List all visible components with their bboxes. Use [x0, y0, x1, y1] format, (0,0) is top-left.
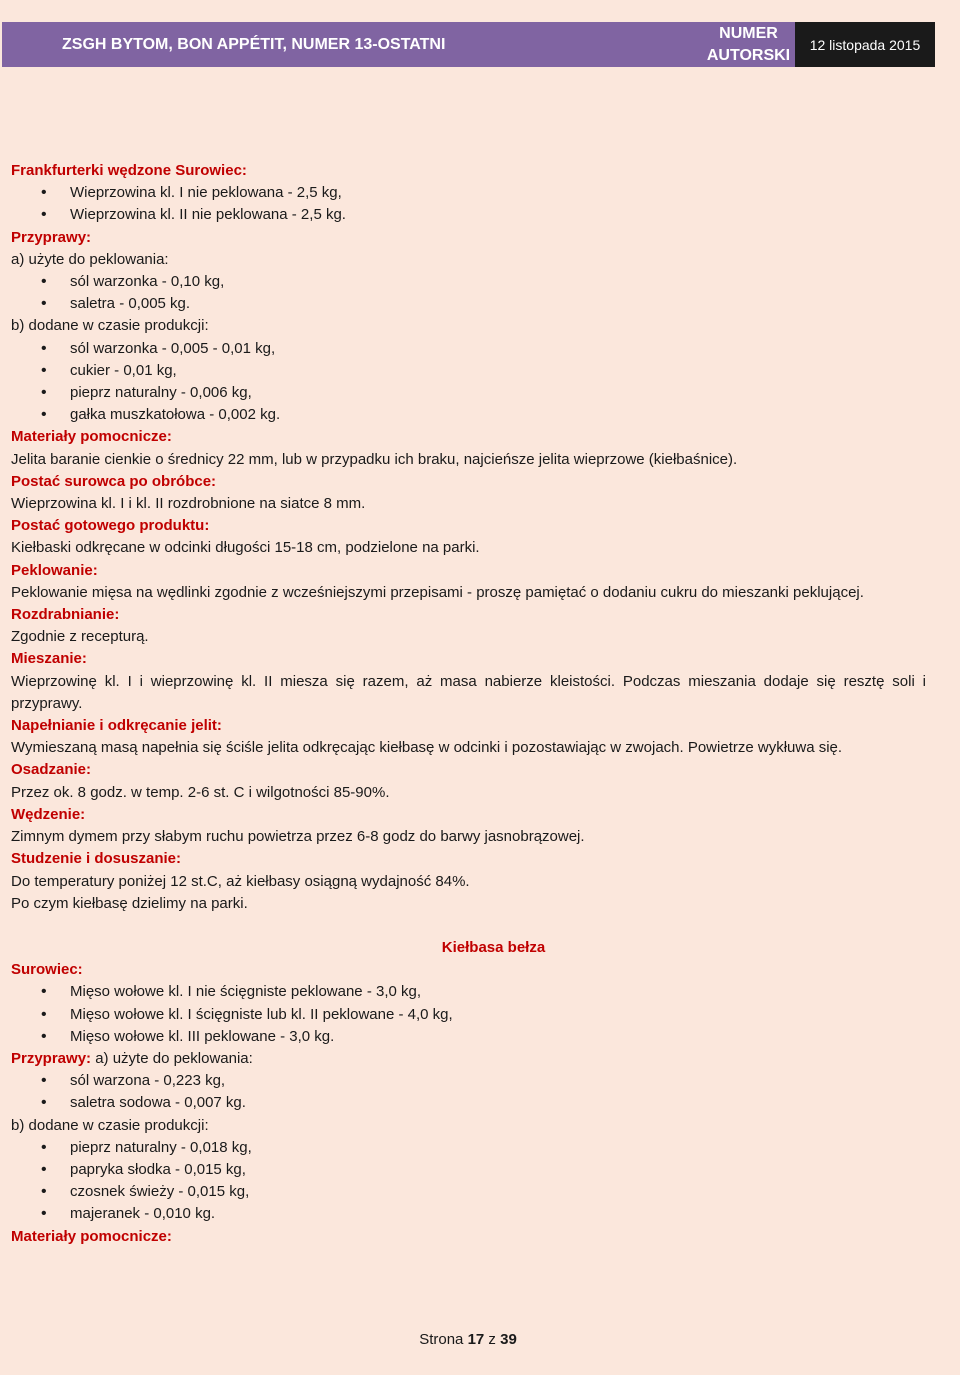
footer-page-total: 39 — [500, 1331, 517, 1348]
recipe1-b-label: b) dodane w czasie produkcji: — [11, 317, 209, 335]
list-item: • sól warzona - 0,223 kg, — [11, 1070, 926, 1092]
list-item: • Mięso wołowe kl. III peklowane - 3,0 kg. — [11, 1026, 926, 1048]
recipe2-title: Kiełbasa bełza — [441, 938, 546, 956]
header-edition — [702, 22, 795, 67]
recipe1-a-list — [11, 271, 926, 315]
recipe1-rozdrabnianie-label: Rozdrabnianie: — [11, 606, 120, 624]
recipe2-a-list — [11, 1070, 926, 1114]
list-item: • sól warzonka - 0,10 kg, — [11, 271, 926, 293]
footer-prefix: Strona — [419, 1331, 468, 1348]
recipe1-studzenie-text: Do temperatury poniżej 12 st.C, aż kiełbasy osiągną wydajność 84%. — [11, 872, 470, 890]
list-item: • czosnek świeży - 0,015 kg, — [11, 1181, 926, 1203]
recipe2-materialy-label: Materiały pomocnicze: — [11, 1227, 172, 1245]
recipe1-przyprawy-label: Przyprawy: — [11, 228, 92, 246]
recipe1-postac-produktu-text: Kiełbaski odkręcane w odcinki długości 15-18 cm, podzielone na parki. — [11, 539, 480, 557]
recipe1-wedzenie-label: Wędzenie: — [11, 805, 86, 823]
recipe2-b-label: b) dodane w czasie produkcji: — [11, 1116, 209, 1134]
list-item: • pieprz naturalny - 0,018 kg, — [11, 1137, 926, 1159]
header-title: ZSGH BYTOM, BON APPÉTIT, NUMER 13-OSTATNI — [2, 22, 702, 67]
recipe1-surowiec-list — [11, 182, 926, 226]
recipe1-peklowanie-text: Peklowanie mięsa na wędlinki zgodnie z wcześniejszymi przepisami - proszę pamiętać o dodaniu cukru do mieszanki peklującej. — [11, 583, 864, 601]
list-item: • saletra sodowa - 0,007 kg. — [11, 1092, 926, 1114]
recipe1-materialy-label: Materiały pomocnicze: — [11, 428, 172, 446]
recipe1-heading — [11, 160, 926, 182]
header-edition-line2: AUTORSKI — [706, 46, 791, 64]
header-date: 12 listopada 2015 — [795, 22, 935, 67]
document-body — [11, 160, 926, 1248]
recipe1-b-list — [11, 338, 926, 427]
list-item: • saletra - 0,005 kg. — [11, 293, 926, 315]
footer-page-number: 17 — [467, 1331, 485, 1348]
list-item: • gałka muszkatołowa - 0,002 kg. — [11, 404, 926, 426]
list-item: • Wieprzowina kl. I nie peklowana - 2,5 kg, — [11, 182, 926, 204]
footer-mid: z — [484, 1331, 501, 1348]
recipe2-przyprawy-line — [11, 1048, 926, 1070]
recipe1-surowiec-label: Surowiec: — [175, 162, 247, 179]
recipe1-postac-surowca-label: Postać surowca po obróbce: — [11, 472, 217, 490]
recipe1-peklowanie-label: Peklowanie: — [11, 561, 98, 579]
recipe1-napelnianie-label: Napełnianie i odkręcanie jelit: — [11, 717, 222, 735]
list-item: • papryka słodka - 0,015 kg, — [11, 1159, 926, 1181]
list-item: • cukier - 0,01 kg, — [11, 360, 926, 382]
recipe1-mieszanie-text: Wieprzowinę kl. I i wieprzowinę kl. II miesza się razem, aż masa nabierze kleistości. Podczas mieszania dodaje się resztę soli i przyprawy. — [11, 672, 926, 712]
recipe1-studzenie-label: Studzenie i dosuszanie: — [11, 850, 182, 868]
list-item: • Mięso wołowe kl. I nie ścięgniste peklowane - 3,0 kg, — [11, 981, 926, 1003]
recipe1-a-label: a) użyte do peklowania: — [11, 250, 169, 268]
page-footer — [0, 1331, 936, 1348]
recipe2-przyprawy-label: Przyprawy: — [11, 1049, 92, 1067]
recipe1-rozdrabnianie-text: Zgodnie z recepturą. — [11, 628, 149, 646]
recipe1-wedzenie-text: Zimnym dymem przy słabym ruchu powietrza przez 6-8 godz do barwy jasnobrązowej. — [11, 828, 585, 846]
recipe1-osadzanie-label: Osadzanie: — [11, 761, 92, 779]
list-item: • Mięso wołowe kl. I ścięgniste lub kl. II peklowane - 4,0 kg, — [11, 1004, 926, 1026]
recipe2-surowiec-label: Surowiec: — [11, 961, 83, 979]
header-edition-line1: NUMER — [719, 24, 778, 42]
recipe2-surowiec-list — [11, 981, 926, 1048]
recipe1-mieszanie-label: Mieszanie: — [11, 650, 87, 668]
recipe1-materialy-text: Jelita baranie cienkie o średnicy 22 mm, lub w przypadku ich braku, najcieńsze jelita wieprzowe (kiełbaśnice). — [11, 450, 738, 468]
recipe2-a-label: a) użyte do peklowania: — [91, 1049, 253, 1067]
recipe1-studzenie-text2: Po czym kiełbasę dzielimy na parki. — [11, 894, 248, 912]
page-header — [2, 22, 935, 67]
recipe1-napelnianie-text: Wymieszaną masą napełnia się ściśle jelita odkręcając kiełbasę w odcinki i pozostawiając w zwojach. Powietrze wykłuwa się. — [11, 739, 843, 757]
list-item: • pieprz naturalny - 0,006 kg, — [11, 382, 926, 404]
list-item: • majeranek - 0,010 kg. — [11, 1203, 926, 1225]
section-spacer — [11, 915, 926, 937]
recipe1-title: Frankfurterki wędzone — [11, 162, 172, 179]
recipe1-postac-surowca-text: Wieprzowina kl. I i kl. II rozdrobnione na siatce 8 mm. — [11, 495, 366, 513]
recipe1-osadzanie-text: Przez ok. 8 godz. w temp. 2-6 st. C i wilgotności 85-90%. — [11, 783, 390, 801]
recipe1-postac-produktu-label: Postać gotowego produktu: — [11, 517, 210, 535]
list-item: • Wieprzowina kl. II nie peklowana - 2,5 kg. — [11, 204, 926, 226]
list-item: • sól warzonka - 0,005 - 0,01 kg, — [11, 338, 926, 360]
recipe2-b-list — [11, 1137, 926, 1226]
